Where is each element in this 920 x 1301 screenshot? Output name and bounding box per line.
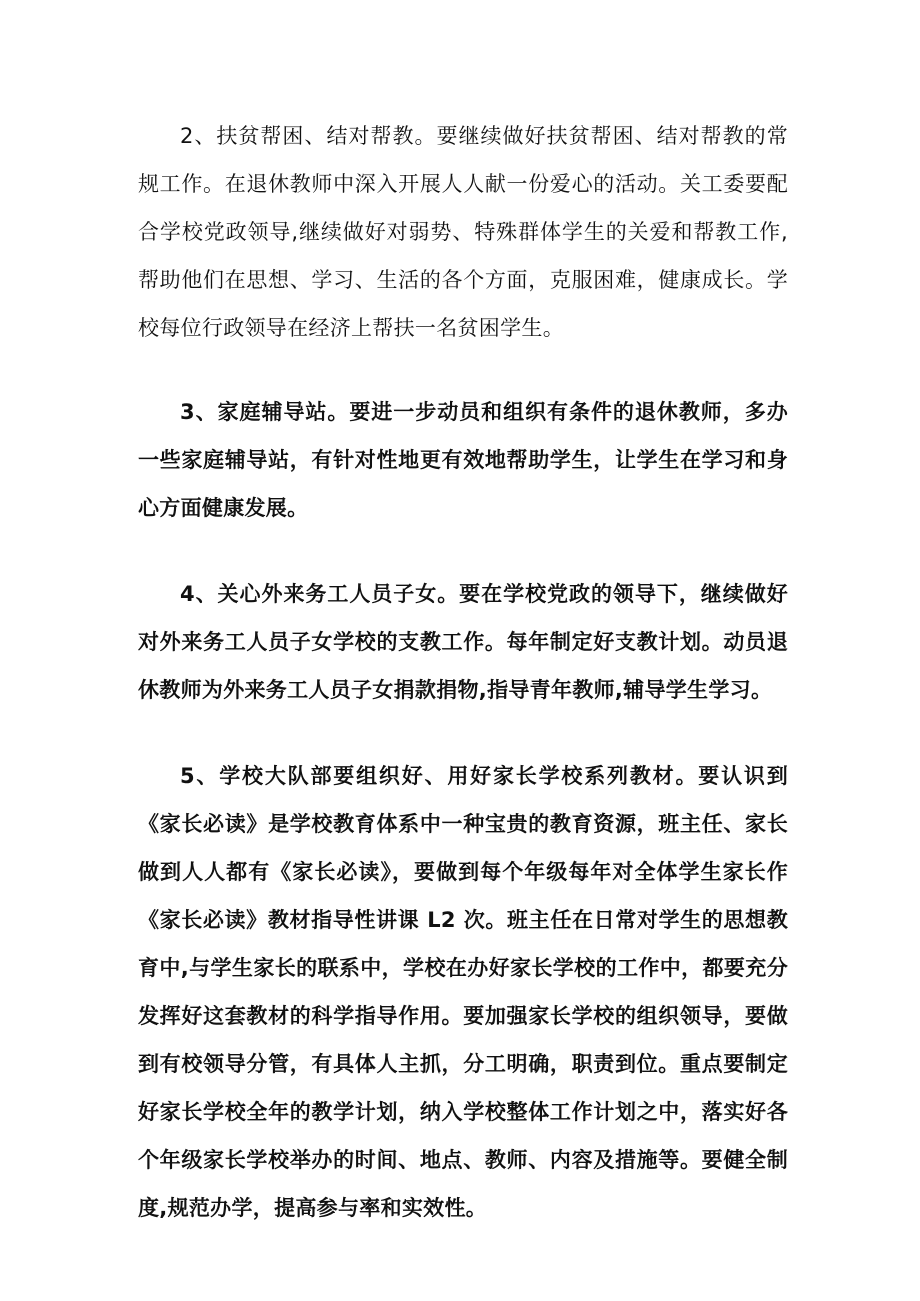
paragraph-parent-school: 5、学校大队部要组织好、用好家长学校系列教材。要认识到《家长必读》是学校教育体系中一种宝贵的教育资源，班主任、家长做到人人都有《家长必读》，要做到每个年级每年对全体学生家长作《家长必读》教材指导性讲课 L2 次。班主任在日常对学生的思想教育中,与学生家长的联系中，学校在办好家长学校的工作中，都要充分发挥好这套教材的科学指导作用。要加强家长学校的组织领导，要做到有校领导分管，有具体人主抓，分工明确，职责到位。重点要制定好家长学校全年的教学计划，纳入学校整体工作计划之中，落实好各个年级家长学校举办的时间、地点、教师、内容及措施等。要健全制度,规范办学，提高参与率和实效性。 [138, 764, 788, 1220]
paragraph-migrant-children: 4、关心外来务工人员子女。要在学校党政的领导下，继续做好对外来务工人员子女学校的支教工作。每年制定好支教计划。动员退休教师为外来务工人员子女捐款捐物,指导青年教师,辅导学生学习。 [138, 582, 788, 702]
paragraph-poverty-relief: 2、扶贫帮困、结对帮教。要继续做好扶贫帮困、结对帮教的常规工作。在退休教师中深入开展人人献一份爱心的活动。关工委要配合学校党政领导,继续做好对弱势、特殊群体学生的关爱和帮教工作,帮助他们在思想、学习、生活的各个方面，克服困难，健康成长。学校每位行政领导在经济上帮扶一名贫困学生。 [138, 124, 788, 340]
paragraph-family-tutoring: 3、家庭辅导站。要进一步动员和组织有条件的退休教师，多办一些家庭辅导站，有针对性地更有效地帮助学生，让学生在学习和身心方面健康发展。 [138, 400, 788, 520]
